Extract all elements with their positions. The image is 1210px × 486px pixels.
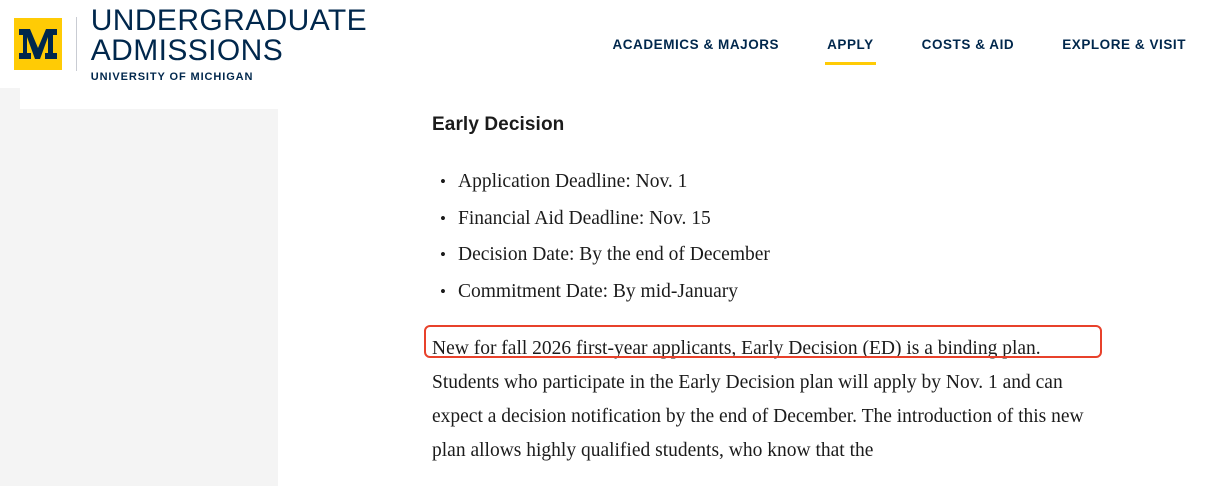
nav-item-apply[interactable]: APPLY [803, 37, 898, 52]
main-content [432, 88, 1122, 468]
list-item: • Commitment Date: By mid-January [432, 274, 1122, 311]
main-navigation [588, 0, 1210, 88]
brand-text [90, 3, 444, 83]
brand-divider [76, 17, 77, 71]
paragraph-block [432, 332, 1122, 468]
site-header [0, 0, 1210, 88]
page-title: Early Decision [432, 114, 565, 135]
brand-lockup[interactable] [14, 3, 443, 83]
nav-item-explore-visit[interactable]: EXPLORE & VISIT [1062, 36, 1186, 52]
brand-subtitle: UNIVERSITY OF MICHIGAN [90, 70, 254, 83]
brand-title: UNDERGRADUATE ADMISSIONS [90, 3, 368, 67]
list-item: • Application Deadline: Nov. 1 [432, 164, 1122, 201]
body-paragraph: New for fall 2026 first-year applicants, Early Decision (ED) is a binding plan. Students who participate in the Early Decision plan will apply by Nov. 1 and can expect a decision notification by the end of December. The introduction of this new plan allows highly qualified students, who know that the [432, 338, 1084, 461]
sidebar-panel [20, 88, 278, 109]
list-item: • Financial Aid Deadline: Nov. 15 [432, 201, 1122, 238]
list-item: • Decision Date: By the end of December [432, 237, 1122, 274]
deadline-list [432, 164, 1122, 310]
block-m-logo-icon [14, 18, 62, 70]
page-body [0, 88, 1210, 486]
nav-item-academics-majors[interactable]: ACADEMICS & MAJORS [612, 36, 780, 52]
nav-item-costs-aid[interactable]: COSTS & AID [921, 36, 1015, 52]
